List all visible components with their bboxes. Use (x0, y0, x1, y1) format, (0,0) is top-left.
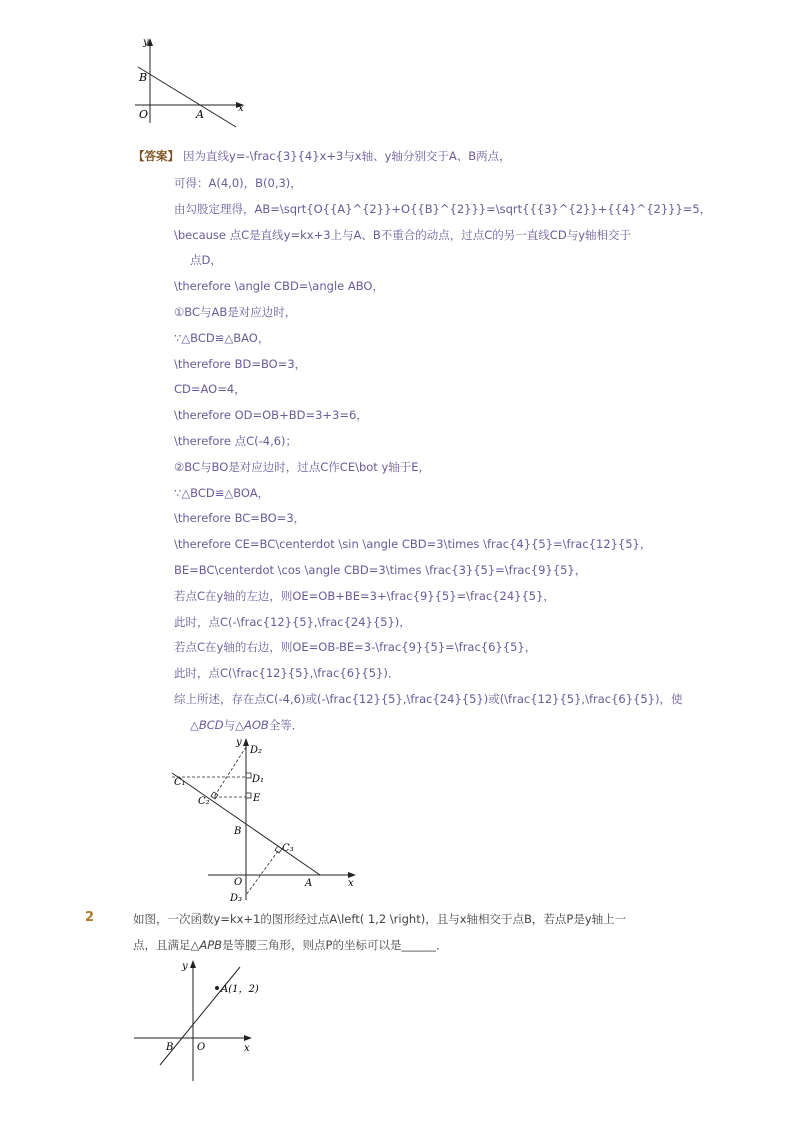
question-line-2-post: 是等腰三角形，则点P的坐标可以是______． (222, 938, 448, 952)
question-number: 2 (85, 910, 95, 925)
right-angle-d1 (246, 773, 251, 778)
answer-line: ②BC与BO是对应边时，过点C作CE\bot y轴于E， (174, 460, 431, 474)
answer-line: ①BC与AB是对应边时， (174, 305, 297, 319)
right-angle-c3 (275, 846, 282, 853)
triangle-apb: APB (199, 938, 223, 952)
fig3-label-o: O (197, 1042, 206, 1053)
figure-3-graph (130, 955, 260, 1089)
dashed-d2-c2 (214, 747, 246, 797)
question-line-2 (133, 937, 447, 953)
triangle-bcd: BCD (198, 718, 224, 732)
triangle-symbol: △ (190, 718, 199, 732)
answer-line: \therefore OD=OB+BD=3+3=6， (174, 408, 368, 422)
answer-line: 综上所述，存在点C(-4,6)或(-\frac{12}{5},\frac{24}{5})或(\frac{12}{5},\frac{6}{5})，使 (174, 692, 683, 706)
answer-line: 若点C在y轴的左边，则OE=OB+BE=3+\frac{9}{5}=\frac{24}{5}， (174, 589, 555, 603)
y-axis-arrow (243, 738, 249, 746)
fig1-label-o: O (139, 108, 149, 121)
fig1-label-x: x (238, 103, 244, 114)
fig2-label-b: B (234, 826, 242, 837)
figure-2-graph (168, 735, 368, 911)
fig2-label-o: O (234, 877, 243, 888)
answer-line: \therefore BC=BO=3， (174, 511, 306, 525)
fig2-label-d2: D₂ (250, 745, 263, 756)
answer-line: 由勾股定理得，AB=\sqrt{O{{A}^{2}}+O{{B}^{2}}}=\sqrt{{{3}^{2}}+{{4}^{2}}}=5， (174, 202, 712, 216)
right-angle-c2 (211, 792, 218, 799)
answer-line: CD=AO=4， (174, 382, 246, 396)
question-line-2-pre: 点，且满足△ (133, 938, 200, 952)
fig1-label-a: A (196, 108, 204, 121)
answer-line: 若点C在y轴的右边，则OE=OB-BE=3-\frac{9}{5}=\frac{6}{5}， (174, 640, 537, 654)
answer-tag: 【答案】 (133, 149, 179, 163)
fig3-label-y: y (182, 961, 188, 972)
fig2-label-e: E (253, 793, 261, 804)
fig2-label-c3: C₃ (282, 843, 294, 854)
answer-line: \because 点C是直线y=kx+3上与A、B不重合的动点，过点C的另一直线CD与y轴相交于 (174, 228, 631, 242)
question-line-1: 如图，一次函数y=kx+1的图形经过点A\left( 1,2 \right)，且与x轴相交于点B，若点P是y轴上一 (133, 912, 627, 926)
answer-line: \therefore CE=BC\centerdot \sin \angle CBD=3\times \frac{4}{5}=\frac{12}{5}， (174, 537, 652, 551)
y-axis-arrow (190, 960, 196, 968)
fig2-label-d3: D₃ (230, 893, 243, 904)
answer-line: 此时，点C(-\frac{12}{5},\frac{24}{5})， (174, 615, 411, 629)
conclusion-post: 全等． (268, 718, 304, 732)
fig2-label-c2: C₂ (198, 796, 210, 807)
right-angle-e (246, 793, 251, 798)
figure-1-graph (130, 35, 250, 139)
point-a (215, 986, 219, 990)
answer-line: 此时，点C(\frac{12}{5},\frac{6}{5})． (174, 666, 400, 680)
answer-line: ∵△BCD≌△BOA， (174, 486, 270, 500)
fig1-label-b: B (139, 71, 148, 84)
fig3-label-x: x (244, 1043, 250, 1054)
fig1-label-y: y (143, 37, 149, 48)
answer-conclusion (190, 717, 303, 733)
dashed-c3-d3 (246, 851, 278, 895)
fig2-label-c1: C₁ (174, 777, 186, 788)
fig2-label-y: y (236, 737, 242, 748)
answer-line: \therefore BD=BO=3， (174, 357, 307, 371)
fig2-label-a: A (305, 878, 313, 889)
line-ab (138, 67, 236, 127)
answer-line: ∵△BCD≌△BAO， (174, 331, 270, 345)
fig2-label-d1: D₁ (252, 774, 265, 785)
answer-intro: 因为直线y=-\frac{3}{4}x+3与x轴、y轴分别交于A、B两点， (183, 149, 511, 163)
triangle-aob: AOB (244, 718, 269, 732)
answer-line: 可得：A(4,0)，B(0,3)， (174, 176, 302, 190)
x-axis-arrow (244, 1035, 252, 1041)
answer-line: \therefore 点C(-4,6)； (174, 434, 298, 448)
answer-intro-row (133, 148, 511, 164)
answer-line: \therefore \angle CBD=\angle ABO， (174, 279, 384, 293)
fig2-label-x: x (348, 878, 354, 889)
conclusion-mid: 与△ (223, 718, 244, 732)
answer-line: 点D， (190, 253, 222, 267)
fig3-label-a: A(1，2) (221, 984, 259, 995)
answer-line: BE=BC\centerdot \cos \angle CBD=3\times \frac{3}{5}=\frac{9}{5}， (174, 563, 587, 577)
fig3-label-b: B (166, 1042, 174, 1053)
